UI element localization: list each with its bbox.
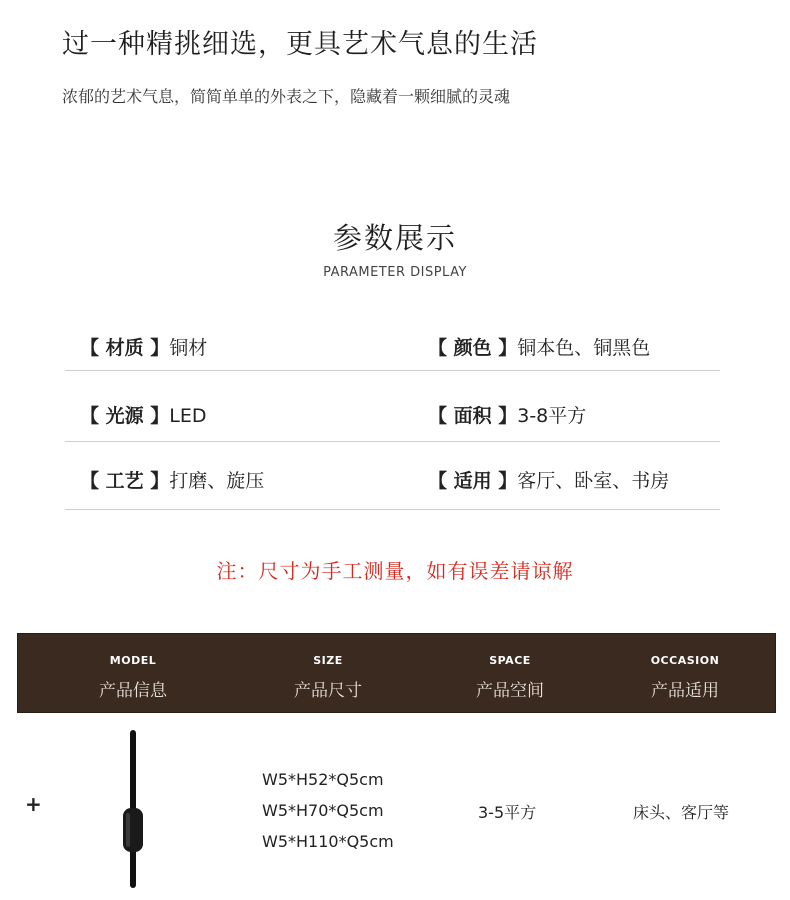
page-subline: 浓郁的艺术气息，简简单单的外表之下，隐藏着一颗细腻的灵魂: [62, 87, 511, 106]
section-title: 参数展示: [332, 221, 457, 255]
page-headline: 过一种精挑细选，更具艺术气息的生活: [62, 29, 538, 60]
param-craft: [80, 466, 264, 493]
table-header-band: [17, 633, 776, 713]
divider: [65, 441, 720, 442]
param-key: 【 光源 】: [80, 405, 170, 427]
param-key: 【 面积 】: [428, 405, 518, 427]
divider: [65, 509, 720, 510]
col-occasion-cn: 产品适用: [651, 681, 719, 701]
wall-lamp-icon: [100, 728, 170, 893]
col-model-en: MODEL: [109, 654, 157, 667]
col-size-cn: 产品尺寸: [294, 681, 362, 701]
size-option: W5*H52*Q5cm: [262, 770, 384, 789]
param-material: [80, 333, 207, 360]
col-size-en: SIZE: [313, 654, 343, 667]
param-key: 【 材质 】: [80, 337, 170, 359]
section-subtitle: PARAMETER DISPLAY: [323, 265, 467, 280]
param-key: 【 工艺 】: [80, 470, 170, 492]
param-area: [428, 401, 586, 428]
param-value: 铜材: [169, 337, 208, 359]
col-occasion-en: OCCASION: [650, 654, 720, 667]
param-light-source: [80, 401, 206, 428]
size-option: W5*H70*Q5cm: [262, 801, 384, 820]
col-space-cn: 产品空间: [476, 681, 544, 701]
param-value: 铜本色、铜黑色: [517, 337, 651, 359]
col-model-cn: 产品信息: [99, 681, 167, 701]
param-value: 3-8平方: [517, 405, 587, 427]
occasion-value: 床头、客厅等: [633, 803, 730, 822]
size-option: W5*H110*Q5cm: [262, 832, 394, 851]
space-value: 3-5平方: [478, 803, 537, 822]
param-value: 客厅、卧室、书房: [517, 470, 670, 492]
col-space-en: SPACE: [489, 654, 531, 667]
expand-plus-icon[interactable]: +: [25, 792, 42, 816]
param-value: 打磨、旋压: [169, 470, 265, 492]
param-color: [428, 333, 650, 360]
divider: [65, 370, 720, 371]
param-value: LED: [169, 405, 207, 427]
param-key: 【 颜色 】: [428, 337, 518, 359]
param-key: 【 适用 】: [428, 470, 518, 492]
param-usage: [428, 466, 669, 493]
size-note: 注：尺寸为手工测量，如有误差请谅解: [216, 559, 574, 583]
